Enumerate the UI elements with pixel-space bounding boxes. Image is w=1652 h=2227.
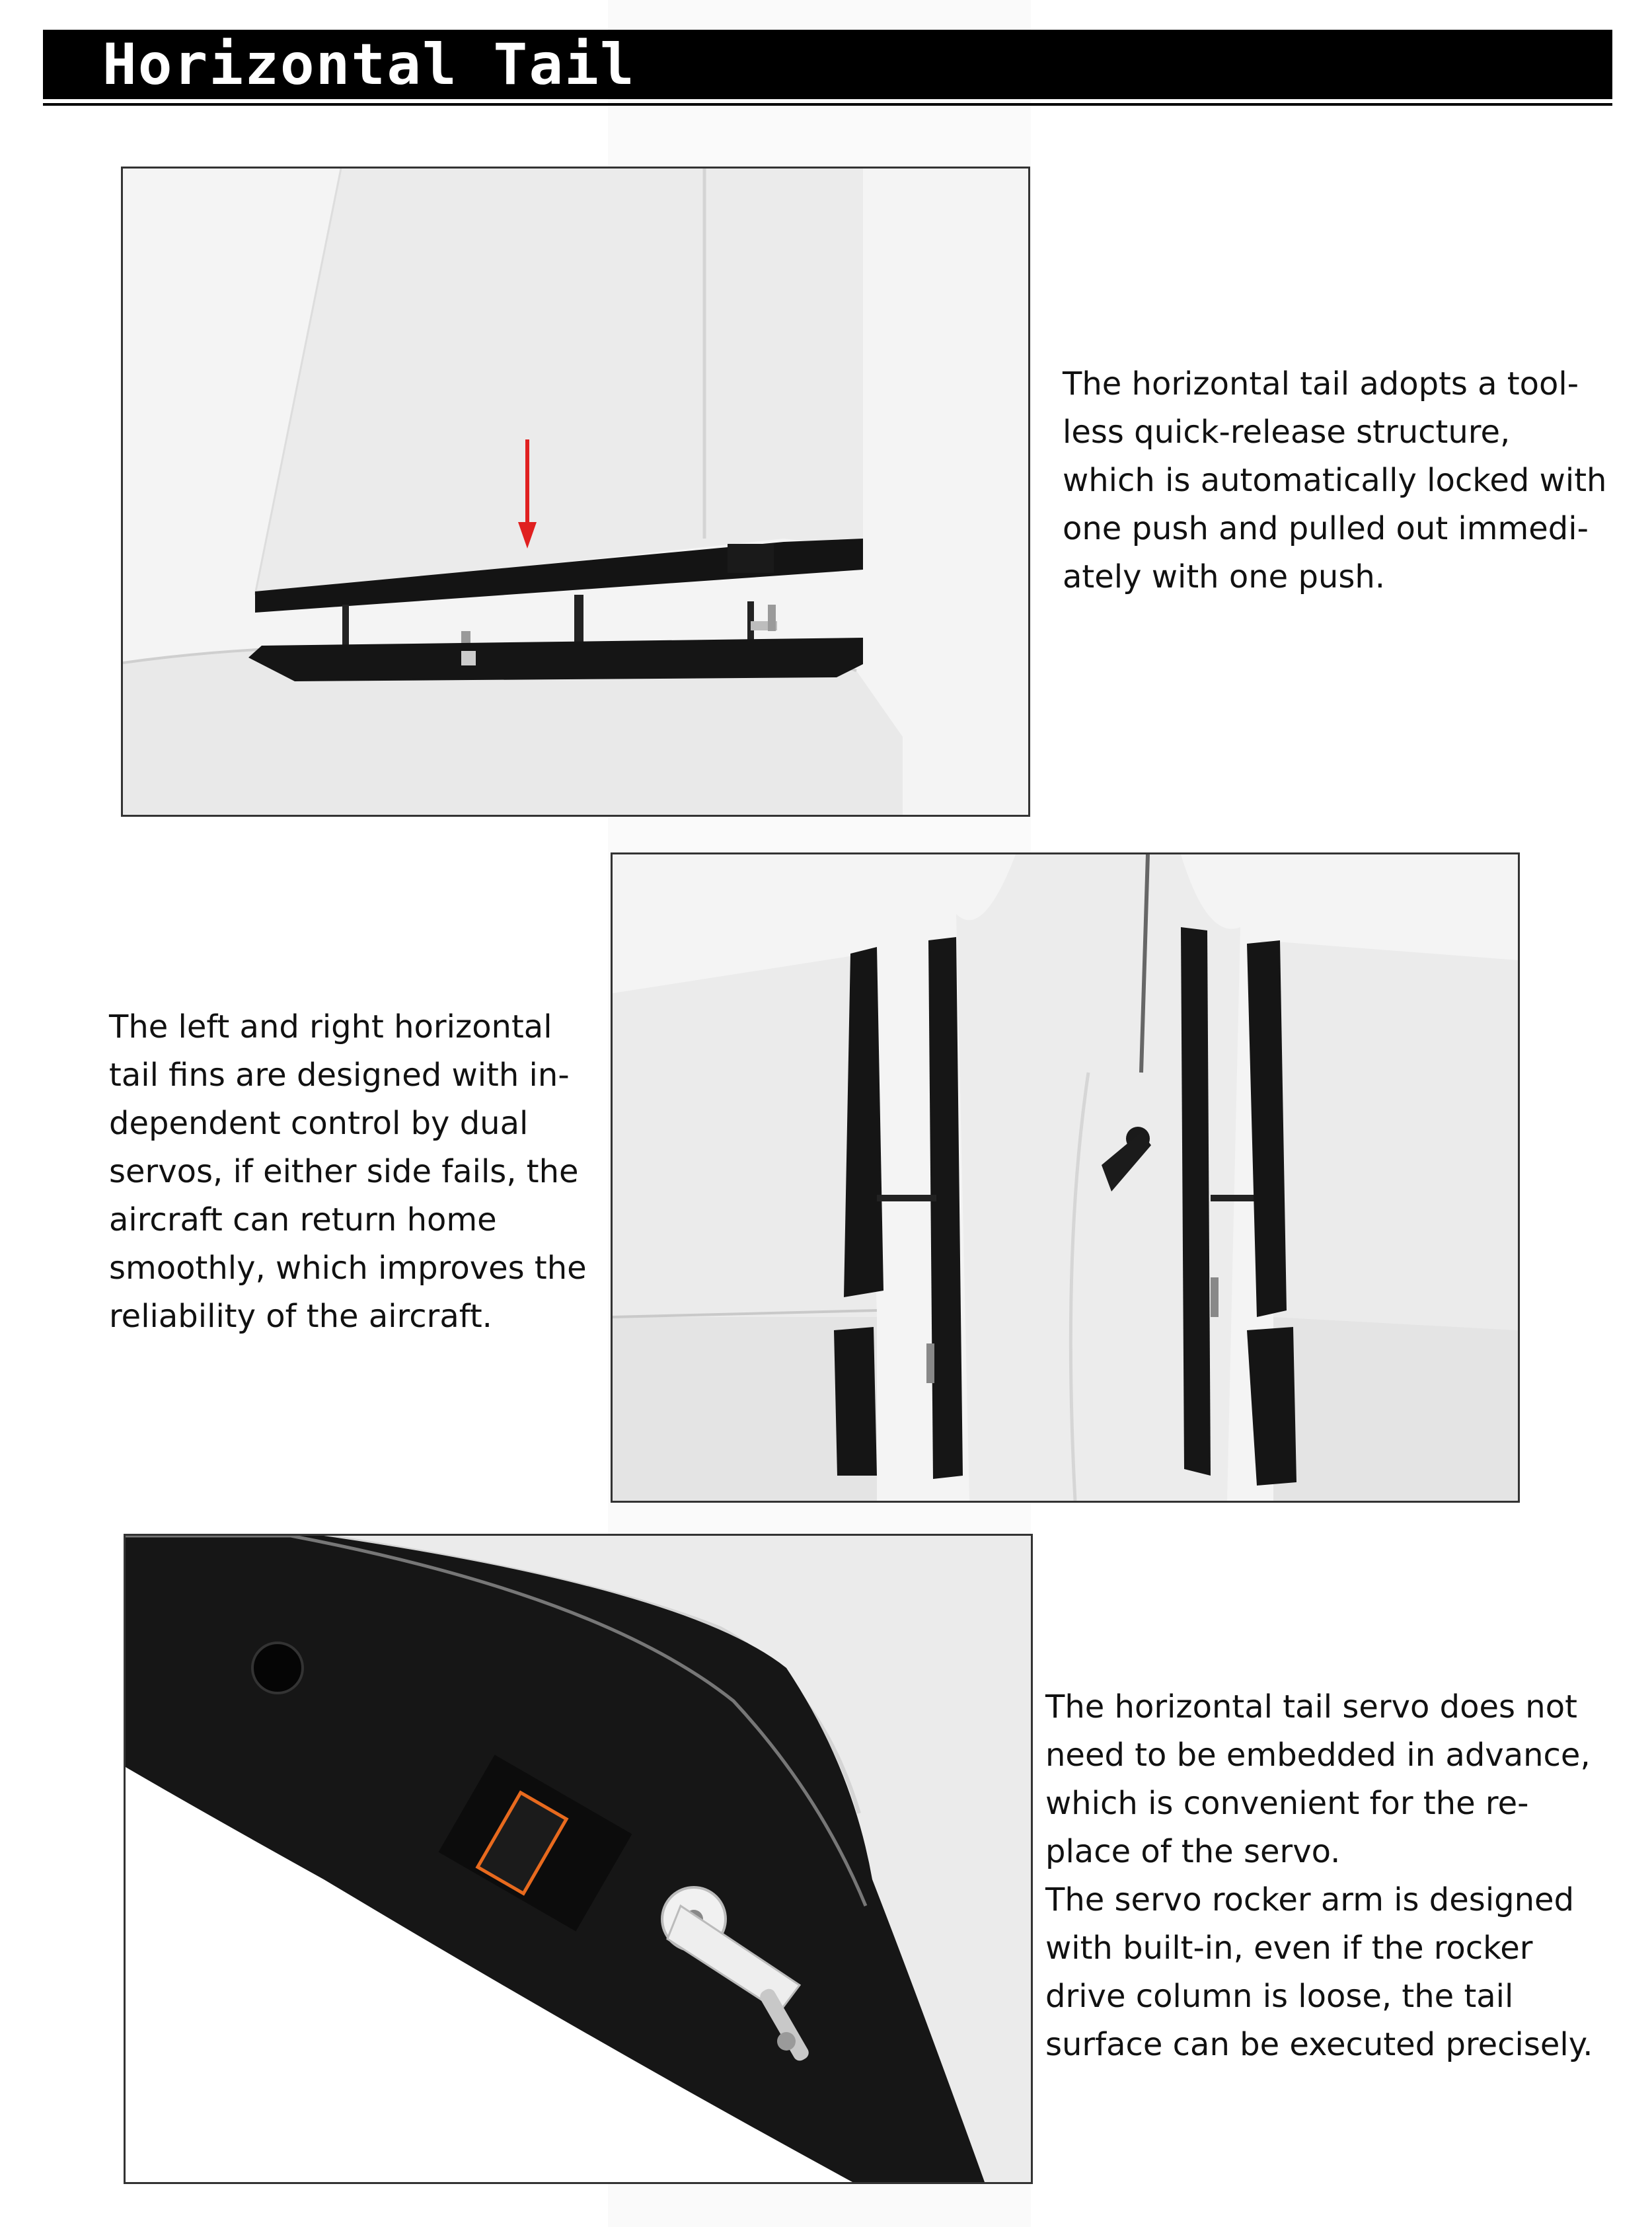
- text-line: surface can be executed precisely.: [1045, 2026, 1593, 2063]
- text-line: drive column is loose, the tail: [1045, 1978, 1514, 2015]
- page-title: Horizontal Tail: [102, 31, 636, 98]
- text-line: The horizontal tail adopts a tool-: [1063, 365, 1579, 402]
- text-line: The servo rocker arm is designed: [1045, 1881, 1575, 1918]
- text-line: The left and right horizontal: [109, 1008, 552, 1045]
- quick-release-description: [1063, 360, 1606, 601]
- text-line: dependent control by dual: [109, 1105, 529, 1142]
- text-line: which is convenient for the re-: [1045, 1785, 1529, 1822]
- text-line: The horizontal tail servo does not: [1045, 1688, 1577, 1725]
- text-line: ately with one push.: [1063, 558, 1386, 595]
- dual-servo-description: [109, 1003, 587, 1341]
- text-line: tail fins are designed with in-: [109, 1057, 570, 1094]
- title-divider: [43, 103, 1612, 106]
- text-line: aircraft can return home: [109, 1201, 497, 1238]
- text-line: with built-in, even if the rocker: [1045, 1930, 1533, 1967]
- title-bar: [43, 30, 1612, 99]
- text-line: need to be embedded in advance,: [1045, 1737, 1591, 1774]
- text-line: place of the servo.: [1045, 1833, 1341, 1870]
- tail-fins-dual-servo-photo: [611, 852, 1520, 1503]
- tail-quick-release-photo: [121, 167, 1030, 817]
- text-line: servos, if either side fails, the: [109, 1153, 579, 1190]
- tail-servo-photo: [124, 1534, 1033, 2184]
- text-line: one push and pulled out immedi-: [1063, 510, 1589, 547]
- servo-description: [1045, 1683, 1593, 2069]
- text-line: reliability of the aircraft.: [109, 1298, 492, 1335]
- text-line: which is automatically locked with: [1063, 462, 1607, 499]
- text-line: smoothly, which improves the: [109, 1250, 587, 1287]
- text-line: less quick-release structure,: [1063, 414, 1511, 451]
